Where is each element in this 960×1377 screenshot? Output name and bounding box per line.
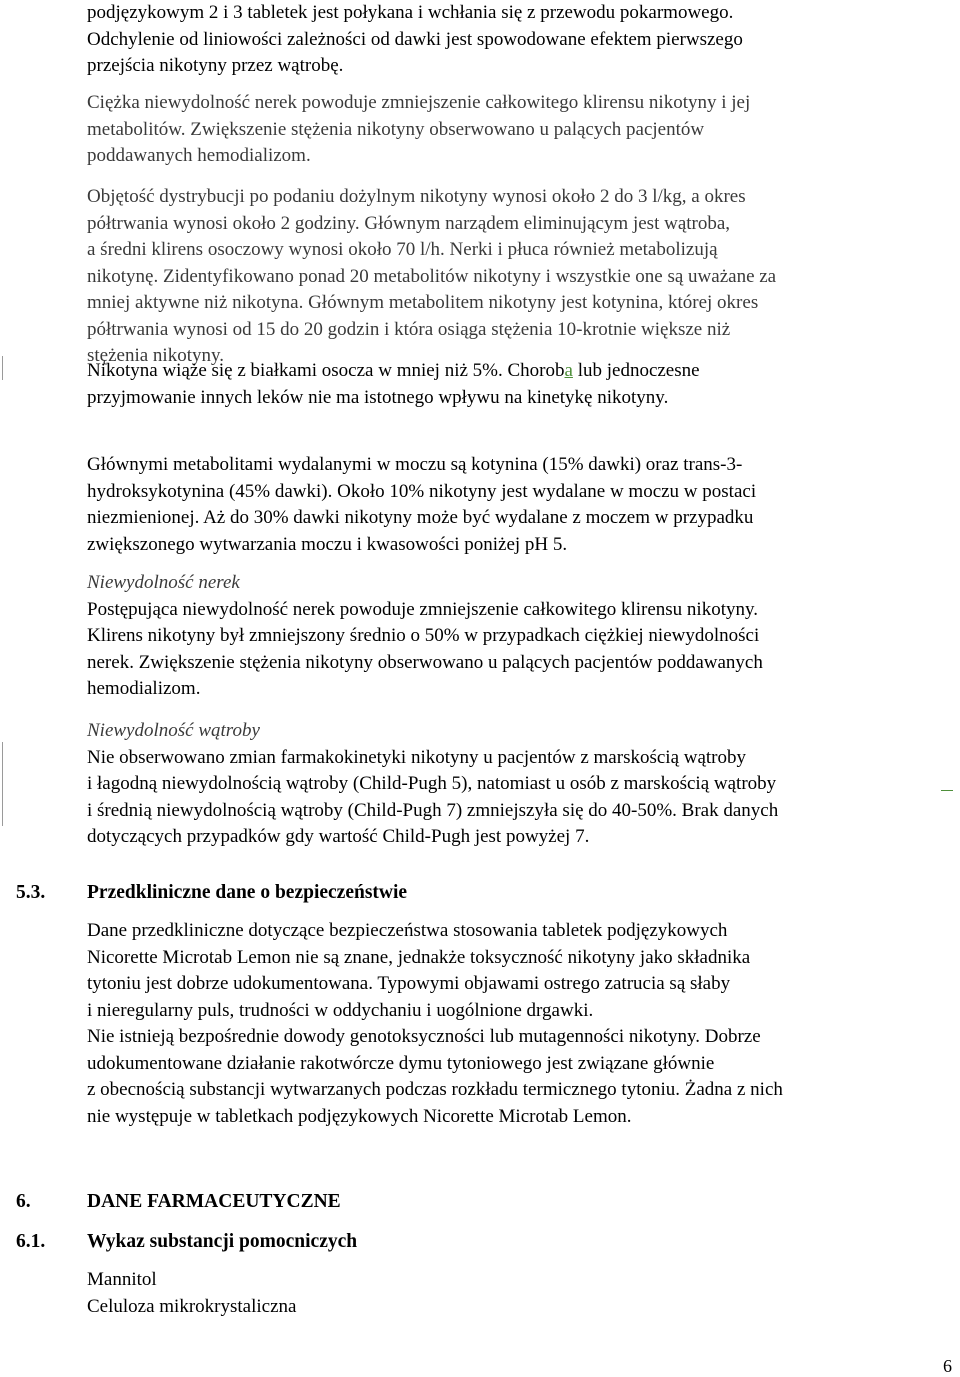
- paragraph-distribution: [87, 184, 953, 370]
- text-line: Nie istnieją bezpośrednie dowody genotoksyczności lub mutagenności nikotyny. Dobrze: [87, 1026, 761, 1047]
- text-line: z obecnością substancji wytwarzanych podczas rozkładu termicznego tytoniu. Żadna z nich: [87, 1079, 783, 1100]
- text-line: Ciężka niewydolność nerek powoduje zmniejszenie całkowitego klirensu nikotyny i jej: [87, 92, 751, 113]
- text-line: i średnią niewydolnością wątroby (Child-Pugh 7) zmniejszyła się do 40-50%. Brak danych: [87, 799, 779, 821]
- text-line: nie występuje w tabletkach podjęzykowych Nicorette Microtab Lemon.: [87, 1105, 632, 1127]
- section-hepatic: [87, 718, 953, 851]
- text-line: udokumentowane działanie rakotwórcze dymu tytoniowego jest związane głównie: [87, 1052, 715, 1074]
- text-line: mniej aktywne niż nikotyna. Głównym metabolitem nikotyny jest kotynina, której okres: [87, 292, 759, 313]
- text-line: przyjmowanie innych leków nie ma istotnego wpływu na kinetykę nikotyny.: [87, 386, 669, 408]
- section-title: Przedkliniczne dane o bezpieczeństwie: [87, 882, 408, 903]
- text-line: [87, 358, 953, 385]
- text-line: Nicorette Microtab Lemon nie są znane, jednakże toksyczność nikotyny jako składnika: [87, 946, 751, 968]
- text-line: nerek. Zwiększenie stężenia nikotyny obserwowano u palących pacjentów poddawanych: [87, 651, 763, 673]
- tracked-change-mark: a: [564, 360, 573, 381]
- text-line: hemodializom.: [87, 678, 201, 699]
- text-line: Dane przedkliniczne dotyczące bezpieczeństwa stosowania tabletek podjęzykowych: [87, 920, 728, 941]
- paragraph-renal-summary: [87, 90, 953, 170]
- paragraph-absorption: [87, 0, 953, 80]
- text-line: hydroksykotynina (45% dawki). Około 10% nikotyny jest wydalane w moczu w postaci: [87, 480, 757, 502]
- text-line: przejścia nikotyny przez wątrobę.: [87, 55, 344, 76]
- paragraph-protein-binding: [87, 358, 953, 411]
- subsection-title: Niewydolność wątroby: [87, 720, 260, 741]
- text-line: półtrwania wynosi od 15 do 20 godzin i która osiąga stężenia 10-krotnie większe niż: [87, 318, 731, 340]
- text-line: Objętość dystrybucji po podaniu dożylnym nikotyny wynosi około 2 do 3 l/kg, a okres: [87, 186, 746, 207]
- text-line: Odchylenie od liniowości zależności od dawki jest spowodowane efektem pierwszego: [87, 28, 743, 50]
- text-line: i łagodną niewydolnością wątroby (Child-Pugh 5), natomiast u osób z marskością wątroby: [87, 773, 777, 794]
- text-line: Postępująca niewydolność nerek powoduje zmniejszenie całkowitego klirensu nikotyny.: [87, 598, 758, 620]
- text-line: i nieregularny puls, trudności w oddychaniu i uogólnione drgawki.: [87, 999, 594, 1021]
- section-title: Wykaz substancji pomocniczych: [87, 1231, 358, 1252]
- list-item: Mannitol: [87, 1269, 157, 1290]
- text-line: poddawanych hemodializom.: [87, 145, 311, 166]
- section-number: 5.3.: [16, 882, 46, 903]
- text-line: niezmienionej. Aż do 30% dawki nikotyny może być wydalane z moczem w przypadku: [87, 507, 754, 528]
- text-line: podjęzykowym 2 i 3 tabletek jest połykana i wchłania się z przewodu pokarmowego.: [87, 2, 734, 23]
- excipients-list: [87, 1267, 953, 1320]
- section-number: 6.1.: [16, 1231, 46, 1252]
- text-line: Głównymi metabolitami wydalanymi w moczu są kotynina (15% dawki) oraz trans-3-: [87, 454, 743, 475]
- text-line: stężenia nikotyny.: [87, 345, 225, 366]
- list-item: Celuloza mikrokrystaliczna: [87, 1295, 297, 1317]
- text-segment: lub jednoczesne: [572, 360, 700, 381]
- subsection-title: Niewydolność nerek: [87, 572, 240, 593]
- text-line: zwiększonego wytwarzania moczu i kwasowości poniżej pH 5.: [87, 533, 568, 555]
- text-line: Klirens nikotyny był zmniejszony średnio o 50% w przypadkach ciężkiej niewydolności: [87, 625, 760, 646]
- section-title: DANE FARMACEUTYCZNE: [87, 1191, 341, 1212]
- text-line: półtrwania wynosi około 2 godziny. Głównym narządem eliminującym jest wątroba,: [87, 212, 731, 234]
- text-segment: Nikotyna wiąże się z białkami osocza w mniej niż 5%. Chorob: [87, 360, 565, 381]
- text-line: dotyczących przypadków gdy wartość Child-Pugh jest powyżej 7.: [87, 826, 590, 847]
- section-number: 6.: [16, 1191, 31, 1212]
- text-line: metabolitów. Zwiększenie stężenia nikotyny obserwowano u palących pacjentów: [87, 118, 705, 140]
- tracked-change-underline: [941, 790, 953, 791]
- text-line: nikotynę. Zidentyfikowano ponad 20 metabolitów nikotyny i wszystkie one są uważane za: [87, 265, 777, 287]
- revision-bar: [2, 356, 3, 380]
- paragraph-excretion: [87, 452, 953, 558]
- text-line: tytoniu jest dobrze udokumentowana. Typowymi objawami ostrego zatrucia są słaby: [87, 973, 731, 994]
- page-number: 6: [943, 1356, 952, 1376]
- section-renal: [87, 570, 953, 703]
- text-line: Nie obserwowano zmian farmakokinetyki nikotyny u pacjentów z marskością wątroby: [87, 746, 747, 768]
- paragraph-preclinical: [87, 918, 953, 1130]
- text-line: a średni klirens osoczowy wynosi około 70 l/h. Nerki i płuca również metabolizują: [87, 239, 718, 260]
- revision-bar: [2, 742, 3, 826]
